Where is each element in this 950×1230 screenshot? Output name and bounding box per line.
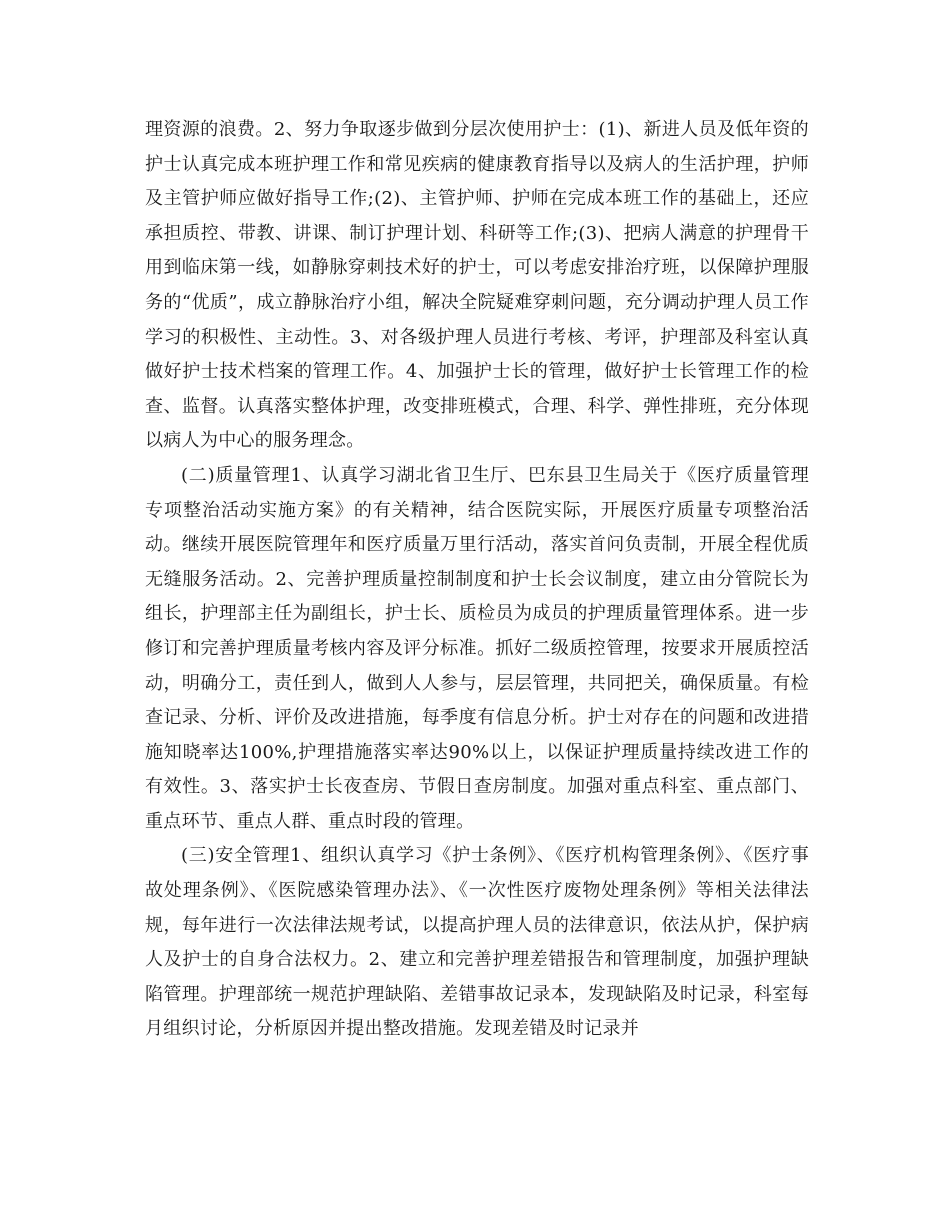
document-body bbox=[145, 113, 809, 1047]
paragraph-safety-management: (三)安全管理1、组织认真学习《护士条例》、《医疗机构管理条例》、《医疗事故处理条例》、《医院感染管理办法》、《一次性医疗废物处理条例》等相关法律法规，每年进行一次法律法规考试，以提高护理人员的法律意识，依法从护，保护病人及护士的自身合法权力。2、建立和完善护理差错报告和管理制度，加强护理缺陷管理。护理部统一规范护理缺陷、差错事故记录本，发现缺陷及时记录，科室每月组织讨论，分析原因并提出整改措施。发现差错及时记录并 bbox=[145, 845, 809, 1040]
paragraph-quality-management: (二)质量管理1、认真学习湖北省卫生厅、巴东县卫生局关于《医疗质量管理专项整治活动实施方案》的有关精神，结合医院实际，开展医疗质量专项整治活动。继续开展医院管理年和医疗质量万里行活动，落实首问负责制，开展全程优质无缝服务活动。2、完善护理质量控制制度和护士长会议制度，建立由分管院长为组长，护理部主任为副组长，护士长、质检员为成员的护理质量管理体系。进一步修订和完善护理质量考核内容及评分标准。抓好二级质控管理，按要求开展质控活动，明确分工，责任到人，做到人人参与，层层管理，共同把关，确保质量。有检查记录、分析、评价及改进措施，每季度有信息分析。护士对存在的问题和改进措施知晓率达100%,护理措施落实率达90%以上，以保证护理质量持续改进工作的有效性。3、落实护士长夜查房、节假日查房制度。加强对重点科室、重点部门、重点环节、重点人群、重点时段的管理。 bbox=[145, 464, 809, 832]
paragraph-workforce-management: 理资源的浪费。2、努力争取逐步做到分层次使用护士：(1)、新进人员及低年资的护士认真完成本班护理工作和常见疾病的健康教育指导以及病人的生活护理，护师及主管护师应做好指导工作;(2)、主管护师、护师在完成本班工作的基础上，还应承担质控、带教、讲课、制订护理计划、科研等工作;(3)、把病人满意的护理骨干用到临床第一线，如静脉穿刺技术好的护士，可以考虑安排治疗班，以保障护理服务的“优质”，成立静脉治疗小组，解决全院疑难穿刺问题，充分调动护理人员工作学习的积极性、主动性。3、对各级护理人员进行考核、考评，护理部及科室认真做好护士技术档案的管理工作。4、加强护士长的管理，做好护士长管理工作的检查、监督。认真落实整体护理，改变排班模式，合理、科学、弹性排班，充分体现以病人为中心的服务理念。 bbox=[145, 119, 809, 452]
